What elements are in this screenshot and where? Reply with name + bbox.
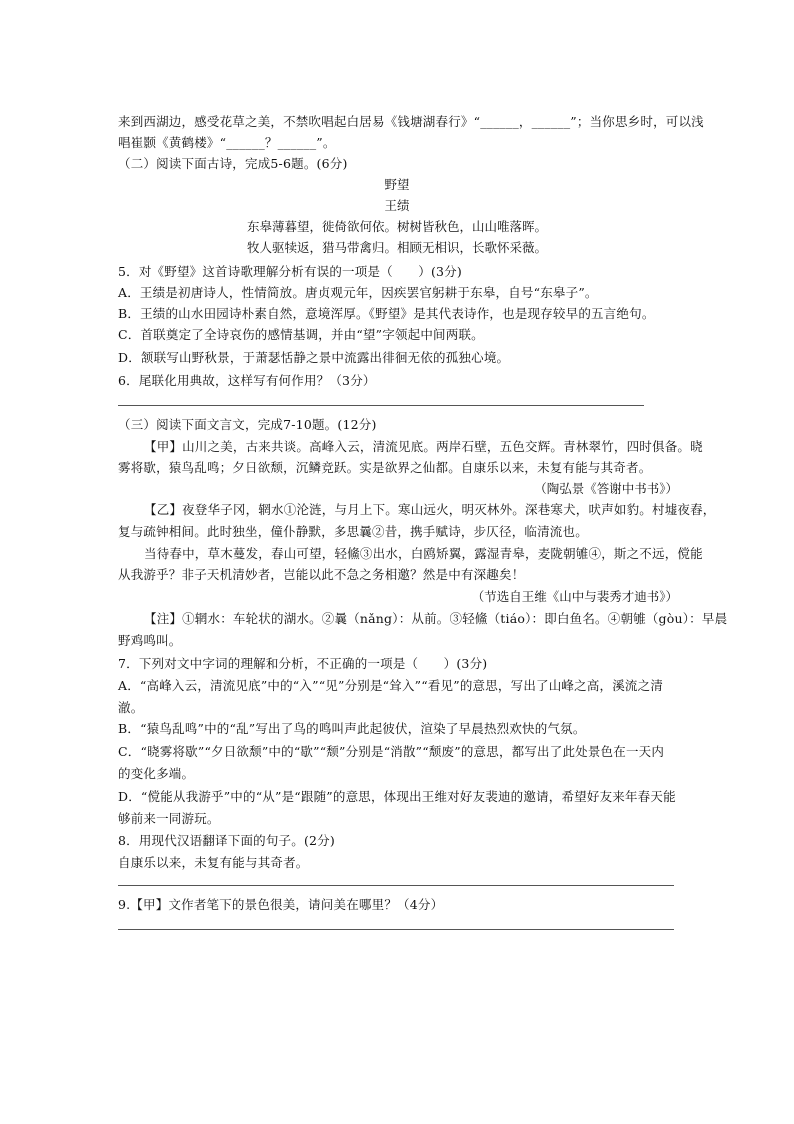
passage-yi-line-1: 【乙】夜登华子冈，辋水①沦涟，与月上下。寒山远火，明灭林外。深巷寒犬，吠声如豹。村墟夜舂， bbox=[144, 502, 716, 517]
question-5-stem: 5．对《野望》这首诗歌理解分析有误的一项是（ ）(3分) bbox=[118, 264, 462, 279]
question-5-option-b: B．王绩的山水田园诗朴素自然，意境浑厚。《野望》是其代表诗作，也是现存较早的五言绝句。 bbox=[118, 306, 655, 321]
poem-line-1: 东皋薄暮望，徙倚欲何依。树树皆秋色，山山唯落晖。 bbox=[246, 219, 547, 234]
answer-line-q8[interactable] bbox=[118, 885, 674, 886]
question-7-option-d-line-2: 够前来一同游玩。 bbox=[118, 811, 220, 826]
annotation-line-1: 【注】①辋水：车轮状的湖水。②曩（nǎng）：从前。③轻鯈（tiáo）：即白鱼名。④朝雊（gòu）：早晨 bbox=[144, 611, 728, 626]
answer-line-q6[interactable] bbox=[118, 405, 644, 406]
question-5-option-c: C．首联奠定了全诗哀伤的感情基调，并由“望”字领起中间两联。 bbox=[118, 327, 484, 342]
question-8-stem: 8．用现代汉语翻译下面的句子。(2分) bbox=[118, 833, 335, 848]
question-5-option-d: D．颔联写山野秋景，于萧瑟恬静之景中流露出徘徊无依的孤独心境。 bbox=[118, 350, 510, 365]
question-7-option-a-line-2: 澈。 bbox=[118, 700, 144, 715]
question-7-stem: 7．下列对文中字词的理解和分析，不正确的一项是（ ）(3分) bbox=[118, 656, 488, 671]
passage-yi-source: （节选自王维《山中与裴秀才迪书》） bbox=[471, 589, 678, 604]
section-2-heading: （二）阅读下面古诗，完成5-6题。(6分) bbox=[118, 156, 348, 171]
passage-jia-source: （陶弘景《答谢中书书》） bbox=[534, 481, 678, 496]
intro-line-1: 来到西湖边，感受花草之美，不禁吹唱起白居易《钱塘湖春行》“______，______”；当你思乡时，可以浅 bbox=[118, 114, 704, 129]
answer-line-q9[interactable] bbox=[118, 929, 674, 930]
question-9-stem: 9.【甲】文作者笔下的景色很美，请问美在哪里？（4分） bbox=[118, 897, 444, 912]
passage-yi-line-2: 复与疏钟相间。此时独坐，僮仆静默，多思曩②昔，携手赋诗，步仄径，临清流也。 bbox=[118, 524, 588, 539]
annotation-line-2: 野鸡鸣叫。 bbox=[118, 633, 182, 648]
poem-title: 野望 bbox=[384, 177, 410, 192]
passage-jia-line-2: 雾将歇，猿鸟乱鸣；夕日欲颓，沉鳞竞跃。实是欲界之仙都。自康乐以来，未复有能与其奇者。 bbox=[118, 460, 652, 475]
passage-yi-line-4: 从我游乎？非子天机清妙者，岂能以此不急之务相邀？然是中有深趣矣！ bbox=[118, 567, 525, 582]
question-8-sentence: 自康乐以来，未复有能与其奇者。 bbox=[118, 855, 309, 870]
question-7-option-c-line-1: C．“晓雾将歇”“夕日欲颓”中的“歇”“颓”分别是“消散”“颓废”的意思，都写出了此处景色在一天内 bbox=[118, 744, 665, 759]
question-7-option-a-line-1: A．“高峰入云，清流见底”中的“入”“见”分别是“耸入”“看见”的意思，写出了山峰之高，溪流之清 bbox=[118, 678, 664, 693]
question-7-option-b: B．“猿鸟乱鸣”中的“乱”写出了鸟的鸣叫声此起彼伏，渲染了早晨热烈欢快的气氛。 bbox=[118, 721, 586, 736]
intro-line-2: 唱崔颢《黄鹤楼》“______？______”。 bbox=[118, 135, 336, 150]
passage-jia-line-1: 【甲】山川之美，古来共谈。高峰入云，清流见底。两岸石壁，五色交辉。青林翠竹，四时俱备。晓 bbox=[144, 439, 703, 454]
question-5-option-a: A．王绩是初唐诗人，性情简放。唐贞观元年，因疾罢官躬耕于东皋，自号“东皋子”。 bbox=[118, 285, 598, 300]
poem-line-2: 牧人驱犊返，猎马带禽归。相顾无相识，长歌怀采薇。 bbox=[246, 240, 547, 255]
section-3-heading: （三）阅读下面文言文，完成7-10题。(12分) bbox=[118, 417, 377, 432]
poem-author: 王绩 bbox=[384, 198, 410, 213]
question-6-stem: 6．尾联化用典故，这样写有何作用？（3分） bbox=[118, 373, 376, 388]
question-7-option-c-line-2: 的变化多端。 bbox=[118, 766, 195, 781]
passage-yi-line-3: 当待春中，草木蔓发，春山可望，轻鯈③出水，白鸥矫翼，露湿青皋，麦陇朝雊④，斯之不远，傥能 bbox=[144, 546, 703, 561]
question-7-option-d-line-1: D．“傥能从我游乎”中的“从”是“跟随”的意思，体现出王维对好友裴迪的邀请，希望好友来年春天能 bbox=[118, 789, 676, 804]
